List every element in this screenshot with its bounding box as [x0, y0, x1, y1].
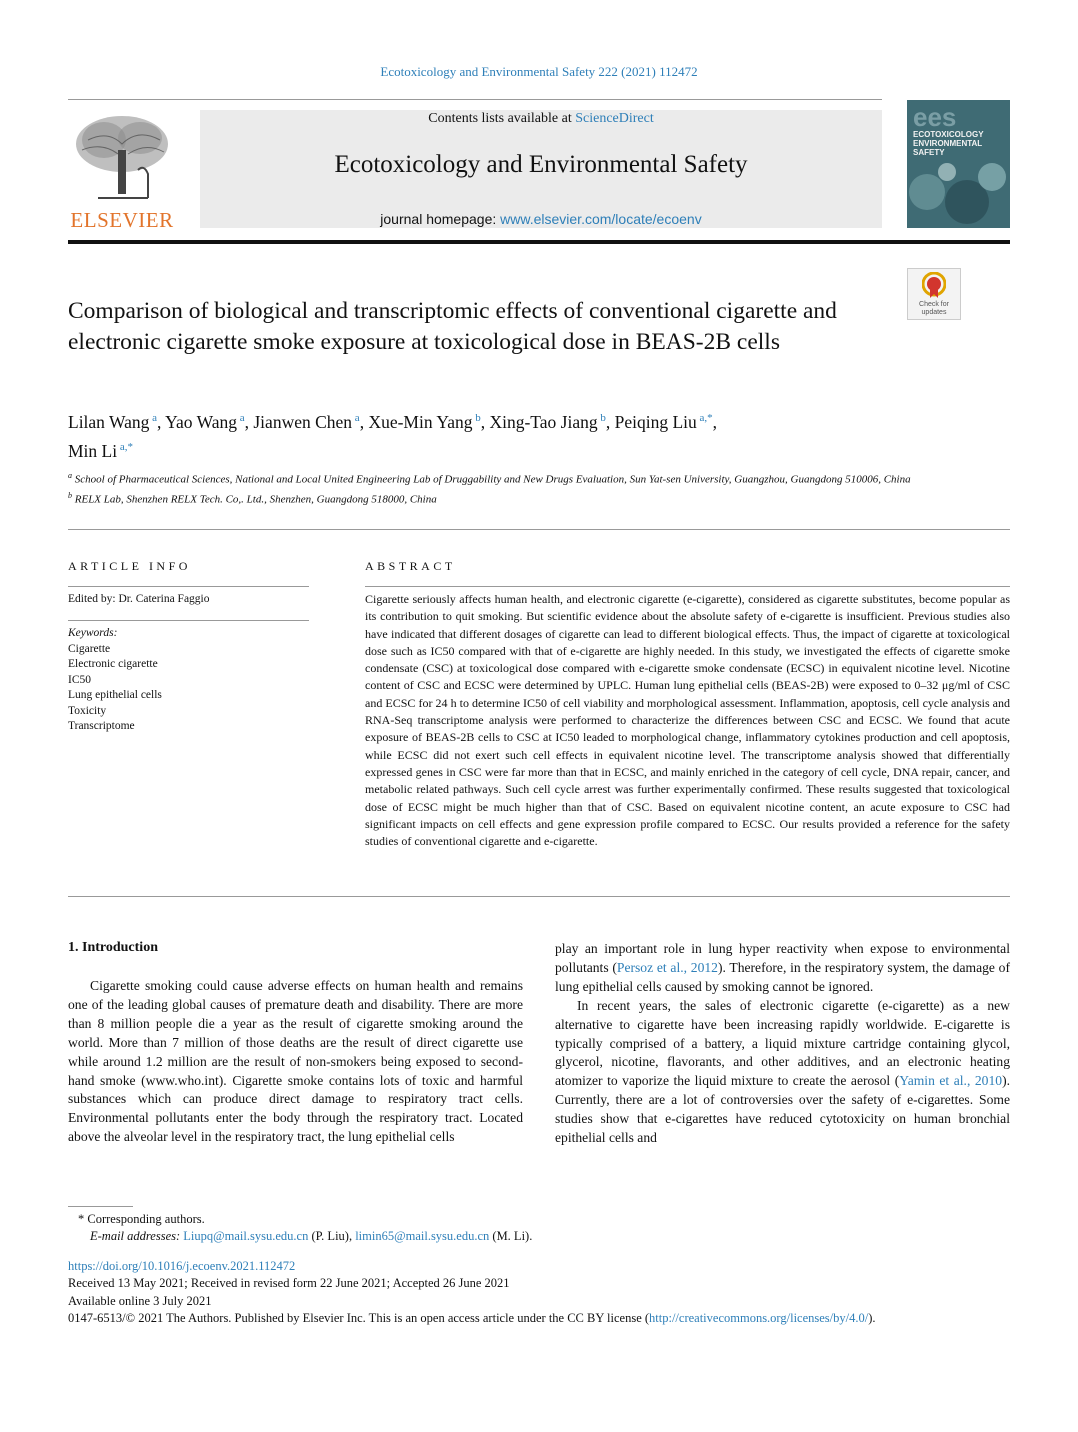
author-name[interactable]: Jianwen Chen: [253, 411, 353, 432]
top-divider: [68, 99, 882, 100]
contents-prefix: Contents lists available at: [428, 111, 576, 126]
divider: [68, 586, 309, 587]
author-affiliation-mark[interactable]: b: [597, 412, 606, 424]
text: ). Therefore, in the respiratory system, the damage of lung epithelial cells caused by smoking cannot be ignored.: [555, 959, 1010, 994]
author-list: [68, 406, 898, 464]
text: ).: [868, 1310, 876, 1325]
paragraph: Cigarette smoking could cause adverse effects on human health and remains one of the leading global causes of premature death and disability. There are more than 8 million people die a year as the result of cigarette smoking around the world. More than 7 million of those deaths are the result of direct cigarette use while around 1.2 million are the result of non-smokers being exposed to second-hand smoke (www.who.int). Cigarette smoke contains lots of toxic and harmful substances which can produce direct damage to respiratory tract cells. Environmental pollutants enter the body through the respiratory tract. Located above the alveolar level in the respiratory tract, the lung epithelial cells: [68, 978, 523, 1145]
email-line: [68, 1228, 1008, 1245]
text: (P. Liu),: [308, 1229, 356, 1243]
contents-line: [200, 111, 882, 127]
author-affiliation-mark[interactable]: a,*: [117, 440, 133, 453]
affiliation-mark: a: [68, 471, 72, 480]
paragraph: [555, 997, 1010, 1148]
affiliation-text: School of Pharmaceutical Sciences, National and Local United Engineering Lab of Druggability and New Drugs Evaluation, Sun Yat-sen University, Guangzhou, Guangdong 510006, China: [72, 473, 911, 486]
email-link[interactable]: Liupq@mail.sysu.edu.cn: [183, 1229, 309, 1243]
publication-info: [68, 1258, 1013, 1327]
cover-letters: ees: [913, 102, 957, 132]
journal-cover-image[interactable]: [907, 100, 1010, 228]
author-affiliation-mark[interactable]: a,*: [696, 412, 713, 424]
keywords-label: Keywords:: [68, 627, 118, 639]
paragraph: [555, 940, 1010, 997]
text: (M. Li).: [489, 1229, 533, 1243]
doi-link[interactable]: https://doi.org/10.1016/j.ecoenv.2021.112472: [68, 1259, 296, 1273]
affiliation-text: RELX Lab, Shenzhen RELX Tech. Co,. Ltd., Shenzhen, Guangdong 518000, China: [72, 493, 437, 506]
article-title: Comparison of biological and transcriptomic effects of conventional cigarette and electronic cigarette smoke exposure at toxicological dose in BEAS-2B cells: [68, 298, 837, 355]
homepage-prefix: journal homepage:: [380, 211, 501, 227]
affiliation: [68, 488, 948, 508]
author-name[interactable]: Peiqing Liu: [614, 411, 697, 432]
keyword: IC50: [68, 673, 91, 686]
author-name[interactable]: Min Li: [68, 440, 118, 461]
journal-name: Ecotoxicology and Environmental Safety: [334, 151, 748, 178]
header-thick-divider: [68, 240, 1010, 244]
license-link[interactable]: http://creativecommons.org/licenses/by/4.0/: [649, 1310, 869, 1325]
homepage-link[interactable]: www.elsevier.com/locate/ecoenv: [500, 211, 702, 227]
license-line: [68, 1310, 1013, 1327]
intro-right-column: [555, 940, 1010, 1148]
author-separator: ,: [605, 411, 615, 432]
author-separator: ,: [712, 411, 718, 432]
author-separator: ,: [244, 411, 254, 432]
elsevier-wordmark: ELSEVIER: [70, 208, 174, 232]
abstract-heading: ABSTRACT: [365, 559, 456, 573]
edited-by: Edited by: Dr. Caterina Faggio: [68, 593, 210, 605]
author-affiliation-mark[interactable]: a: [352, 412, 360, 424]
text: play an important role in lung hyper reactivity when expose to environmental pollutants (: [555, 941, 1010, 975]
cover-title: ECOTOXICOLOGY ENVIRONMENTAL SAFETY: [913, 130, 984, 157]
keyword: Cigarette: [68, 642, 111, 655]
divider: [68, 529, 1010, 530]
email-link[interactable]: limin65@mail.sysu.edu.cn: [355, 1229, 490, 1243]
intro-left-column: [68, 977, 523, 1147]
author-name[interactable]: Xue-Min Yang: [368, 411, 473, 432]
abstract-text: Cigarette seriously affects human health, and electronic cigarette (e-cigarette), considered as cigarette substitutes, become popular as its contribution to quit smoking. But scientific evidence about the absolute safety of e-cigarette is insufficient. Previous studies also have indicated that different dosages of cigarette can lead to different biological effects. Thus, the impact of cigarette at toxicological dose such as IC50 compared with that of e-cigarette are highly needed. In this study, we investigated the effects of cigarette smoke condensate (CSC) at toxicological dose compared with e-cigarette smoke condensate (ECSC) in equivalent nicotine level. Nicotine content of CSC and ECSC were determined by UPLC. Human lung epithelial cells (BEAS-2B) were exposed to 0–32 μg/ml of CSC and ECSC for 24 h to determine IC50 of cell viability and morphological assessment. Inflammation, apoptosis, cell cycle analysis and RNA-Seq transcriptome analysis were performed to characterize the differences between CSC and ECSC. We found that acute exposure of BEAS-2B cells to CSC at IC50 leaded to morphological change, inflammatory cytokines production and cell apoptosis, while ECSC did not exert such cell effects in equivalent nicotine level. The transcriptome analysis showed that differentially expressed genes in CSC were far more than that in ECSC, and mainly enriched in the category of cell cycle, DNA repair, cancer, and metabolic related pathways. Such cell cycle arrest was further experimentally confirmed. These results suggested that toxicological dose of ECSC might be much higher than that of CSC. Based on equivalent nicotine content, an acute exposure to CSC had significant impacts on cell effects and gene expression profile compared to ECSC. Our results provided a reference for the safety studies of conventional cigarette and e-cigarette.: [365, 592, 1010, 849]
text: ). Currently, there are a lot of controversies over the safety of e-cigarettes. Some studies show that e-cigarettes have reduced cytotoxicity on human bronchial epithelial cells and: [555, 1073, 1011, 1146]
affiliations: [68, 468, 948, 508]
footnote-divider: [68, 1206, 133, 1207]
text: In recent years, the sales of electronic cigarette (e-cigarette) as a new alternative to cigarette have been increasing rapidly worldwide. E-cigarette is typically comprised of a battery, a liquid mixture cartridge containing glycol, glycerol, nicotine, flavorants, and other additives, and an electronic heating atomizer to vaporize the liquid mixture to create the aerosol (: [555, 997, 1010, 1089]
homepage-line: [200, 211, 882, 227]
check-for-updates-label: Check for updates: [919, 301, 949, 316]
sciencedirect-link[interactable]: ScienceDirect: [575, 111, 654, 126]
footnote: [68, 1211, 1008, 1245]
article-info-heading: ARTICLE INFO: [68, 559, 191, 573]
email-label: E-mail addresses:: [90, 1229, 184, 1243]
author-affiliation-mark[interactable]: a: [149, 412, 158, 424]
author-separator: ,: [480, 411, 490, 432]
divider: [68, 896, 1010, 897]
author-affiliation-mark[interactable]: b: [472, 412, 481, 424]
author-name[interactable]: Yao Wang: [165, 411, 237, 432]
citation-link[interactable]: Yamin et al., 2010: [899, 1073, 1003, 1089]
corresponding-note: * Corresponding authors.: [78, 1212, 205, 1226]
affiliation-mark: b: [68, 491, 72, 501]
keyword: Transcriptome: [68, 720, 135, 732]
keyword: Electronic cigarette: [68, 658, 158, 670]
journal-reference-link[interactable]: Ecotoxicology and Environmental Safety 222 (2021) 112472: [380, 64, 698, 79]
received-dates: Received 13 May 2021; Received in revised form 22 June 2021; Accepted 26 June 2021: [68, 1276, 510, 1291]
keyword: Lung epithelial cells: [68, 689, 162, 701]
divider: [365, 586, 1010, 587]
author-name[interactable]: Lilan Wang: [68, 411, 150, 432]
author-separator: ,: [157, 411, 166, 432]
divider: [68, 620, 309, 621]
introduction-heading: 1. Introduction: [68, 940, 158, 955]
check-for-updates-button[interactable]: [907, 268, 961, 320]
author-separator: ,: [359, 411, 369, 432]
keyword: Toxicity: [68, 704, 107, 717]
author-affiliation-mark[interactable]: a: [236, 412, 245, 424]
bookmark-icon: [922, 272, 946, 300]
available-online: Available online 3 July 2021: [68, 1293, 212, 1308]
citation-link[interactable]: Persoz et al., 2012: [616, 959, 718, 975]
author-name[interactable]: Xing-Tao Jiang: [489, 411, 598, 432]
text: 0147-6513/© 2021 The Authors. Published by Elsevier Inc. This is an open access article under the CC BY license (: [68, 1310, 650, 1325]
keywords-block: [68, 626, 162, 735]
affiliation: [68, 468, 948, 488]
